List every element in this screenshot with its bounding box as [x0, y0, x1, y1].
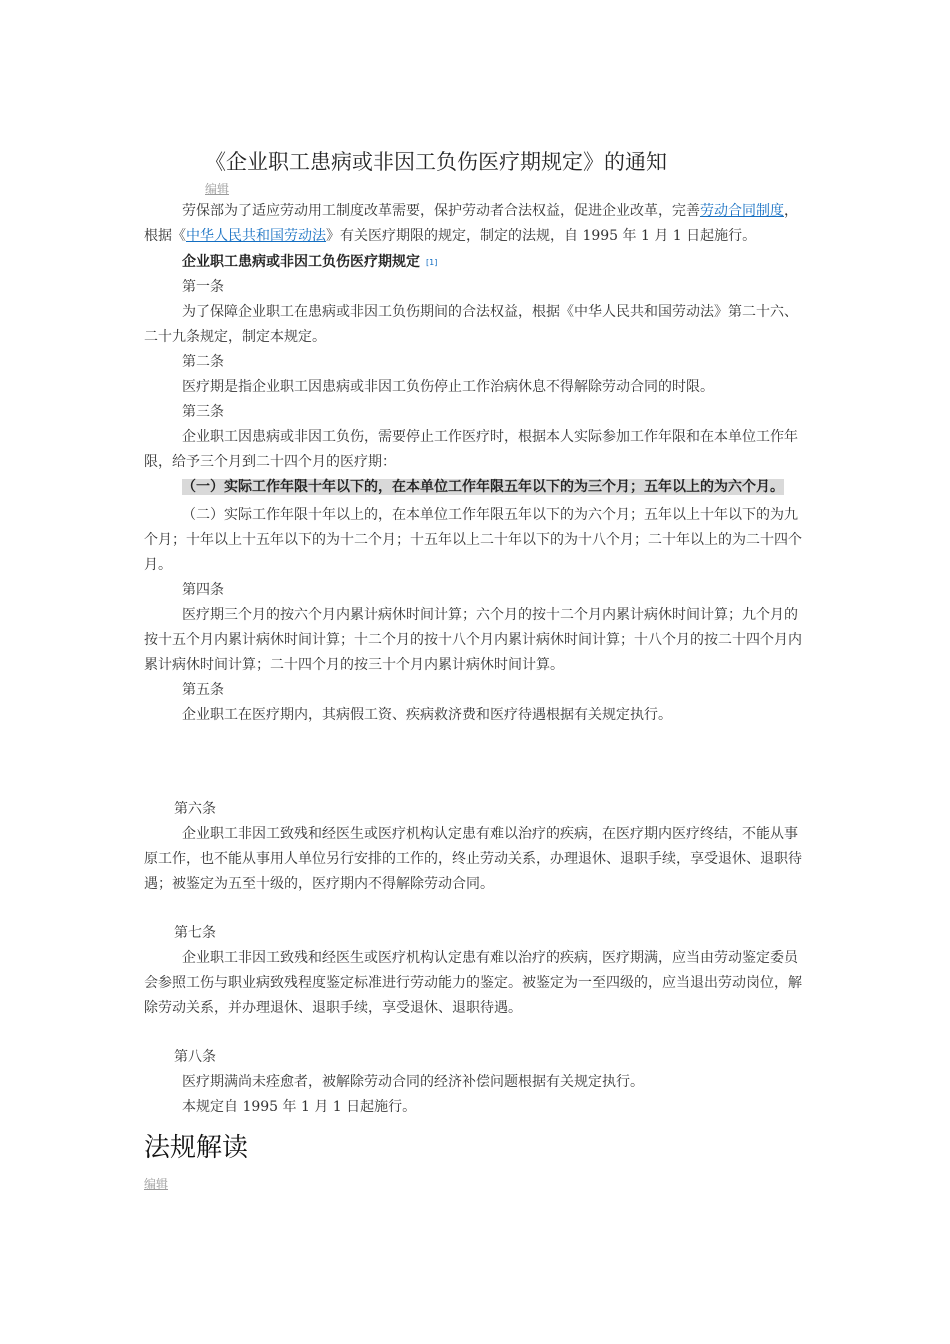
article-7-text: 企业职工非因工致残和经医生或医疗机构认定患有难以治疗的疾病，医疗期满，应当由劳动鉴定委员会参照工伤与职业病致残程度鉴定标准进行劳动能力的鉴定。被鉴定为一至四级的，应当退出劳动岗位，解除劳动关系，并办理退休、退职手续，享受退休、退职待遇。 [144, 950, 802, 1016]
article-6-text: 企业职工非因工致残和经医生或医疗机构认定患有难以治疗的疾病，在医疗期内医疗终结，不能从事原工作，也不能从事用人单位另行安排的工作的，终止劳动关系，办理退休、退职手续，享受退休、退职待遇；被鉴定为五至十级的，医疗期内不得解除劳动合同。 [144, 826, 802, 892]
body-block-4 [144, 1045, 806, 1120]
article-1-heading: 第一条 [182, 279, 224, 295]
article-5-heading: 第五条 [182, 682, 224, 698]
article-3-item-1 [144, 475, 806, 500]
body-block-1 [144, 199, 806, 728]
article-2-text: 医疗期是指企业职工因患病或非因工负伤停止工作治病休息不得解除劳动合同的时限。 [182, 379, 714, 395]
article-5-text: 企业职工在医疗期内，其病假工资、疾病救济费和医疗待遇根据有关规定执行。 [182, 707, 672, 723]
section-heading-interpretation: 法规解读 [144, 1133, 249, 1163]
regulation-title [144, 250, 806, 275]
article-4-heading: 第四条 [182, 582, 224, 598]
article-7-heading: 第七条 [174, 925, 216, 941]
article-4-text: 医疗期三个月的按六个月内累计病休时间计算；六个月的按十二个月内累计病休时间计算；九个月的按十五个月内累计病休时间计算；十二个月的按十八个月内累计病休时间计算；十八个月的按二十四个月内累计病休时间计算；二十四个月的按三十个月内累计病休时间计算。 [144, 607, 802, 673]
intro-text-1: 劳保部为了适应劳动用工制度改革需要，保护劳动者合法权益，促进企业改革，完善 [182, 203, 700, 219]
body-block-2 [144, 797, 806, 897]
article-8-heading: 第八条 [174, 1049, 216, 1065]
reference-link[interactable]: [1] [426, 258, 438, 267]
labor-contract-link[interactable]: 劳动合同制度 [700, 203, 784, 219]
article-3-heading: 第三条 [182, 404, 224, 420]
article-3-item-1-text: （一）实际工作年限十年以下的，在本单位工作年限五年以下的为三个月；五年以上的为六个月。 [182, 479, 784, 495]
edit-link-section[interactable]: 编辑 [144, 1177, 169, 1191]
article-1-text: 为了保障企业职工在患病或非因工负伤期间的合法权益，根据《中华人民共和国劳动法》第二十六、二十九条规定，制定本规定。 [144, 304, 798, 345]
intro-paragraph [144, 199, 806, 249]
intro-text-2: ，根据《 [144, 203, 798, 244]
edit-link-title[interactable]: 编辑 [205, 182, 230, 196]
body-block-3 [144, 921, 806, 1021]
article-6-heading: 第六条 [174, 801, 216, 817]
regulation-title-text: 企业职工患病或非因工负伤医疗期规定 [182, 254, 420, 270]
article-3-text: 企业职工因患病或非因工负伤，需要停止工作医疗时，根据本人实际参加工作年限和在本单位工作年限，给予三个月到二十四个月的医疗期： [144, 429, 798, 470]
page-title: 《企业职工患病或非因工负伤医疗期规定》的通知 [205, 150, 667, 174]
labor-law-link[interactable]: 中华人民共和国劳动法 [186, 228, 326, 244]
article-8-text: 医疗期满尚未痊愈者，被解除劳动合同的经济补偿问题根据有关规定执行。 [182, 1074, 644, 1090]
effective-date: 本规定自 1995 年 1 月 1 日起施行。 [182, 1099, 417, 1115]
article-2-heading: 第二条 [182, 354, 224, 370]
intro-text-3: 》有关医疗期限的规定，制定的法规，自 1995 年 1 月 1 日起施行。 [326, 228, 757, 244]
article-3-item-2: （二）实际工作年限十年以上的，在本单位工作年限五年以下的为六个月；五年以上十年以下的为九个月；十年以上十五年以下的为十二个月；十五年以上二十年以下的为十八个月；二十年以上的为二十四个月。 [144, 507, 802, 573]
